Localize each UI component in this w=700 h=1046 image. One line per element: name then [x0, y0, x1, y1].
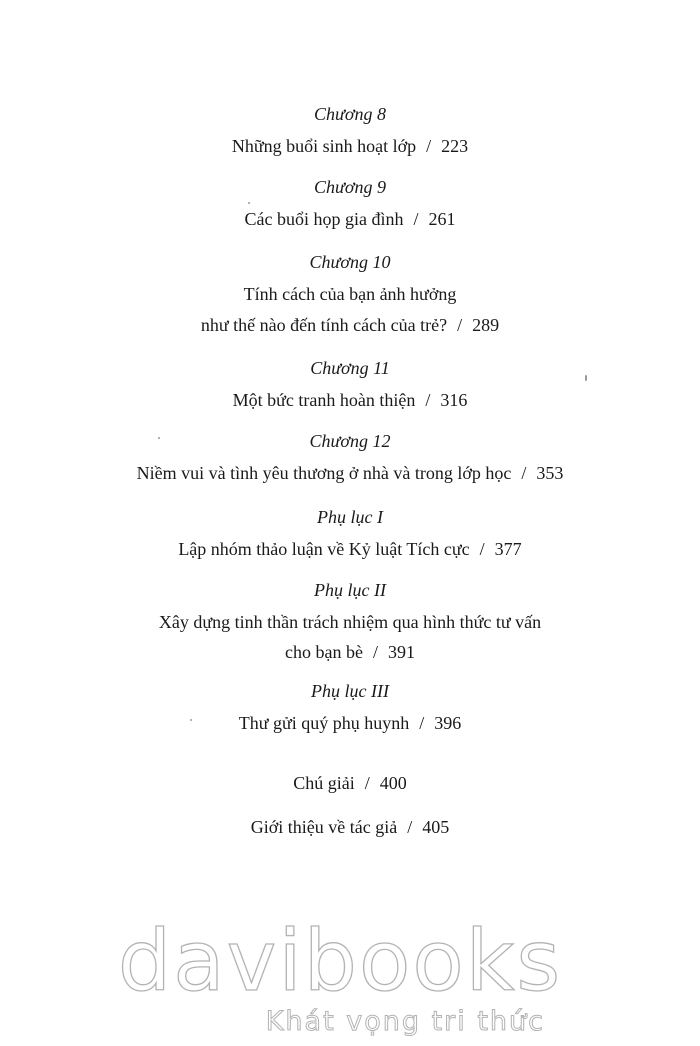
toc-entry-title: Lập nhóm thảo luận về Kỷ luật Tích cực	[178, 539, 470, 559]
toc-entry-title: Một bức tranh hoàn thiện	[232, 390, 416, 410]
toc-entry	[0, 209, 700, 230]
toc-page-number: 391	[387, 642, 415, 662]
toc-entry-title-line2: như thế nào đến tính cách của trẻ?	[200, 315, 448, 335]
toc-entry-title-line1: Xây dựng tinh thần trách nhiệm qua hình thức tư vấn	[158, 612, 542, 632]
toc-entry-title: Những buổi sinh hoạt lớp	[231, 136, 417, 156]
toc-page-number: 223	[441, 136, 469, 156]
toc-chapter-label: Chương 10	[309, 252, 391, 272]
toc-separator: /	[372, 642, 378, 662]
toc-page-number: 400	[379, 773, 407, 793]
scan-speck	[585, 375, 587, 381]
toc-entry-title: Chú giải	[293, 773, 355, 793]
toc-page-number: 289	[472, 315, 500, 335]
toc-separator: /	[425, 390, 431, 410]
toc-appendix-label: Phụ lục II	[314, 580, 386, 600]
toc-page-number: 261	[428, 209, 456, 229]
toc-entry	[0, 136, 700, 157]
toc-page-number: 316	[440, 390, 468, 410]
toc-chapter-label: Chương 9	[314, 177, 386, 197]
scan-speck	[248, 202, 250, 204]
scan-speck	[190, 719, 192, 721]
watermark-brand: davibooks	[117, 912, 563, 1010]
toc-entry	[0, 390, 700, 411]
toc-separator: /	[364, 773, 370, 793]
toc-entry	[0, 773, 700, 794]
toc-separator: /	[419, 713, 425, 733]
toc-entry-title-line1: Tính cách của bạn ảnh hưởng	[243, 284, 457, 304]
toc-page-number: 377	[494, 539, 522, 559]
toc-entry	[0, 817, 700, 838]
toc-chapter-label: Chương 12	[309, 431, 391, 451]
watermark-tagline: Khát vọng tri thức	[265, 1006, 545, 1037]
toc-separator: /	[479, 539, 485, 559]
toc-entry-title-line2: cho bạn bè	[285, 642, 363, 662]
toc-separator: /	[457, 315, 463, 335]
toc-appendix-label: Phụ lục III	[311, 681, 389, 701]
toc-entry	[0, 539, 700, 560]
toc-chapter-label: Chương 11	[310, 358, 390, 378]
toc-separator: /	[407, 817, 413, 837]
toc-entry-title: Các buổi họp gia đình	[244, 209, 404, 229]
toc-entry-title: Niềm vui và tình yêu thương ở nhà và trong lớp học	[136, 463, 512, 483]
toc-entry-title: Giới thiệu về tác giả	[250, 817, 398, 837]
toc-entry	[0, 713, 700, 734]
toc-chapter-label: Chương 8	[314, 104, 386, 124]
toc-appendix-label: Phụ lục I	[317, 507, 383, 527]
toc-separator: /	[521, 463, 527, 483]
scan-speck	[158, 437, 160, 439]
toc-page-number: 396	[434, 713, 462, 733]
toc-entry	[0, 315, 700, 336]
toc-page-number: 405	[422, 817, 450, 837]
toc-page-number: 353	[536, 463, 564, 483]
toc-separator: /	[413, 209, 419, 229]
toc-separator: /	[426, 136, 432, 156]
toc-entry	[0, 642, 700, 663]
toc-entry-title: Thư gửi quý phụ huynh	[238, 713, 410, 733]
toc-entry	[0, 463, 700, 484]
